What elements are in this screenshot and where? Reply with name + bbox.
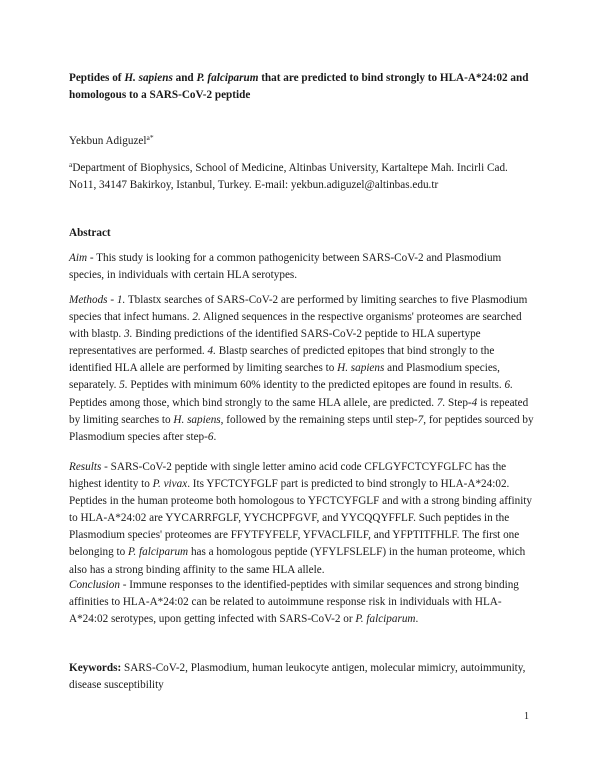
section-text: . Its YFCTCYFGLF part is predicted to bind strongly to HLA-A*24:02. Peptides in the human proteome both homologous to YFCTCYFGLF and with a strong binding affinity to HLA-A*24:02 are YYCARRFGLF, YYCHCPFGVF, and YYCQQYFFLF. Such peptides in the Plasmodium species' proteomes are FFYTFYFELF, YFVACLFILF, and YFPTITFHLF. The first one belonging to (69, 478, 533, 559)
step-number: 4 (471, 396, 478, 409)
section-text: , followed by the remaining steps until step- (220, 413, 418, 426)
affiliation-superscript: a (69, 160, 73, 169)
abstract-conclusion (69, 577, 535, 628)
affiliation-text: Department of Biophysics, School of Medicine, Altinbas University, Kartaltepe Mah. Incirli Cad. No11, 34147 Bakirkoy, Istanbul, Turkey. E-mail: yekbun.adiguzel@altinbas.edu.tr (69, 162, 508, 192)
step-number: 5. (119, 379, 128, 392)
step-number: 7. (436, 396, 446, 409)
section-text: Peptides with minimum 60% identity to the predicted epitopes are found in results. (127, 379, 505, 392)
keywords-label: Keywords: (69, 662, 122, 674)
section-text: Tblastx searches of SARS-CoV-2 are performed by limiting searches to five Plasmodium species that infect humans. (69, 294, 528, 324)
author-name: Yekbun Adiguzel (69, 135, 147, 147)
step-number: 6 (207, 430, 214, 443)
keywords (69, 660, 535, 695)
species-name: P. vivax (152, 478, 188, 491)
step-number: 7 (417, 413, 424, 426)
section-text: . (415, 613, 419, 626)
section-label: Methods (69, 294, 108, 306)
section-label: Results (69, 461, 102, 473)
abstract-heading: Abstract (69, 227, 111, 239)
section-text: , for peptides sourced by Plasmodium species after step- (69, 413, 534, 443)
abstract-aim (69, 250, 535, 284)
section-text: Blastp searches of predicted epitopes that bind strongly to the identified HLA allele are performed by limiting searches to (69, 345, 495, 375)
section-text: and Plasmodium species, separately. (69, 362, 500, 392)
species-name: P. falciparum (355, 613, 416, 626)
page-content (69, 70, 535, 692)
title-text: that are predicted to bind strongly to HLA-A*24:02 and homologous to a SARS-CoV-2 peptide (69, 72, 529, 102)
keywords-text: SARS-CoV-2, Plasmodium, human leukocyte antigen, molecular mimicry, autoimmunity, disease susceptibility (69, 662, 526, 692)
step-number: 4. (207, 345, 216, 358)
section-label: Aim (69, 252, 88, 264)
paper-title (69, 70, 535, 105)
section-text: Binding predictions of the identified SARS-CoV-2 peptide to HLA supertype representatives are performed. (69, 328, 481, 358)
title-text: and (172, 72, 197, 84)
section-text: - SARS-CoV-2 peptide with single letter amino acid code CFLGYFCTCYFGLFC has the highest identity to (69, 461, 507, 491)
section-text: Step- (445, 396, 472, 409)
step-number: 3. (124, 328, 133, 341)
abstract-methods (69, 292, 535, 446)
section-text: - This study is looking for a common pathogenicity between SARS-CoV-2 and Plasmodium species, in individuals with certain HLA serotypes. (69, 252, 502, 282)
section-label: Conclusion (69, 579, 120, 591)
affiliation (69, 160, 535, 194)
author-superscript: a* (146, 133, 154, 142)
abstract-results (69, 459, 535, 579)
species-name: H. sapiens (337, 362, 385, 375)
species-name: H. sapiens (173, 413, 221, 426)
page-number: 1 (524, 711, 529, 722)
section-text: Peptides among those, which bind strongly to the same HLA allele, are predicted. (69, 396, 437, 409)
species-name: P. falciparum (128, 546, 189, 559)
step-number: 1. (116, 294, 126, 306)
title-species: P. falciparum (196, 72, 259, 84)
section-text: has a homologous peptide (YFYLFSLELF) in the human proteome, which also has a strong binding affinity to the same HLA allele. (69, 546, 526, 576)
step-number: 6. (504, 379, 513, 392)
section-text: - (107, 294, 117, 306)
section-text: - Immune responses to the identified-peptides with similar sequences and strong binding affinities to HLA-A*24:02 can be related to autoimmune response risk in individuals with HLA-A*24:02 serotypes, upon getting infected with SARS-CoV-2 or (69, 579, 519, 626)
section-text: Aligned sequences in the respective organisms' proteomes are searched with blastp. (69, 311, 522, 341)
title-text: Peptides of (69, 72, 125, 84)
title-species: H. sapiens (124, 72, 173, 84)
section-text: . (213, 430, 217, 443)
author-line (69, 133, 154, 150)
step-number: 2. (192, 311, 201, 324)
section-text: is repeated by limiting searches to (69, 396, 529, 426)
